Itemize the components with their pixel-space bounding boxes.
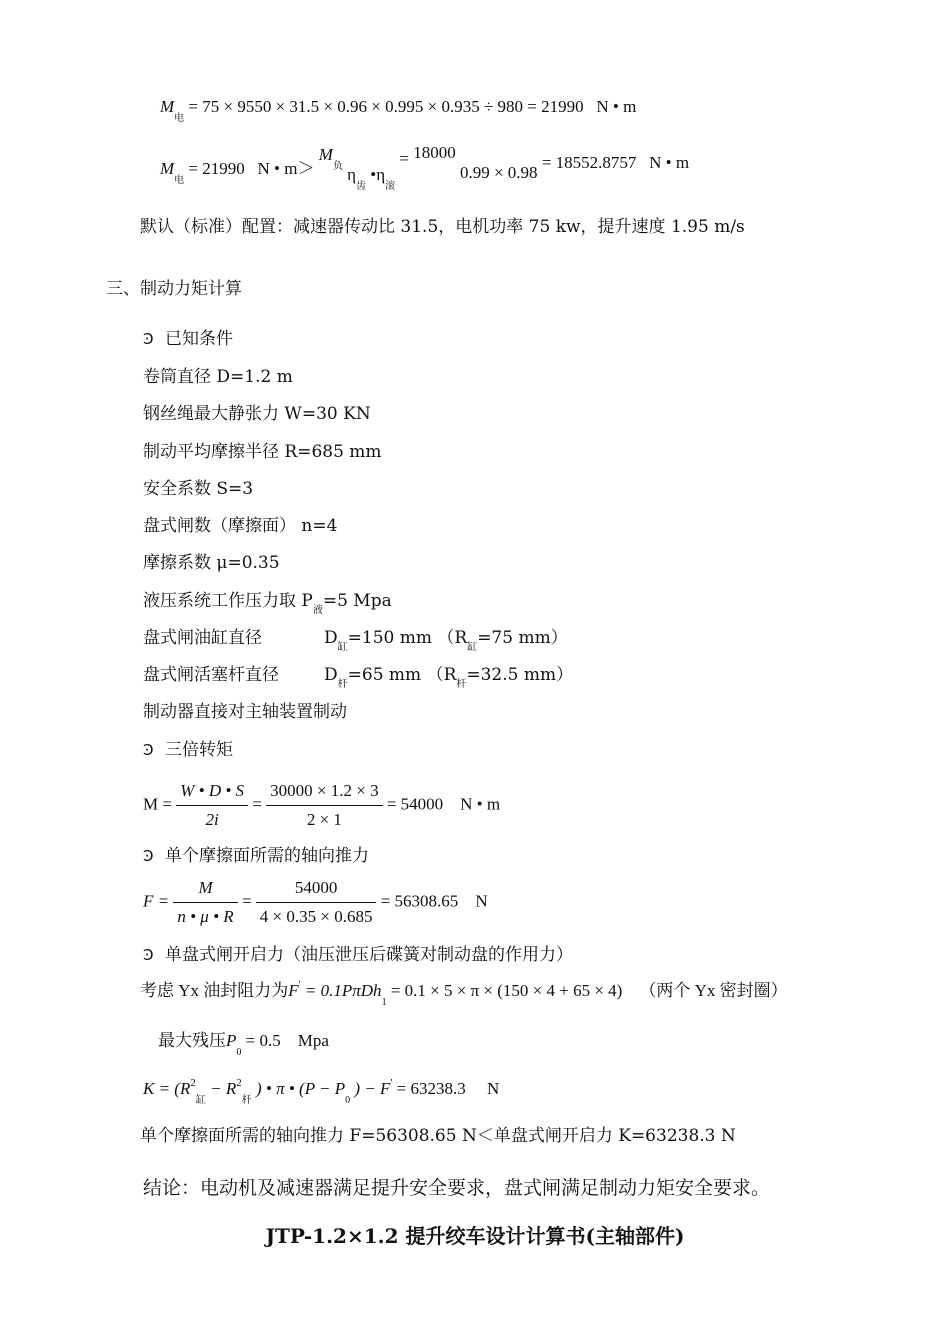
known-safety-factor: 安全系数 S=3: [143, 479, 254, 499]
triple-torque-heading: Ͽ 三倍转矩: [143, 740, 233, 760]
motor-torque-equation: [160, 96, 637, 124]
lhs-value: = 21990: [188, 159, 245, 178]
equation-rhs: = 75 × 9550 × 31.5 × 0.96 × 0.995 × 0.935 ÷ 980 = 21990: [188, 97, 584, 116]
subscript-chi: 齿: [356, 181, 367, 192]
triple-torque-equation: M = $\frac{W • D • S}{2i}$ = $\frac{30000 \times 1.2 \times 3}{2 \times 1}$ = 54000 N • m: [143, 781, 501, 829]
bullet-icon: Ͽ: [143, 946, 154, 964]
eta-symbol-2: η: [376, 165, 386, 184]
known-direct-braking: 制动器直接对主轴装置制动: [143, 702, 347, 722]
dot: •: [370, 165, 377, 184]
known-hydraulic-pressure: 液压系统工作压力取 $P_液=5$ Mpa: [143, 591, 392, 616]
subscript-gun: 滚: [385, 181, 396, 192]
axial-thrust-heading: Ͽ 单个摩擦面所需的轴向推力: [143, 846, 369, 866]
fraction-symbolic: $\frac{W • D • S}{2i}$: [176, 780, 248, 831]
opening-force-heading: Ͽ 单盘式闸开启力（油压泄压后碟簧对制动盘的作用力）: [143, 945, 573, 965]
conclusion-text: 结论：电动机及减速器满足提升安全要求，盘式闸满足制动力矩安全要求。: [143, 1177, 771, 1199]
lhs: M =: [143, 794, 172, 814]
M-load-symbol: M: [318, 145, 333, 164]
unit-1: N • m: [257, 159, 298, 178]
M-symbol: M: [160, 159, 175, 178]
unit-2: N • m: [649, 153, 690, 172]
numerator: 18000: [413, 143, 456, 162]
result: = 18552.8757: [541, 153, 637, 172]
known-cylinder-diameter: 盘式闸油缸直径 $D_缸=150$ mm （$R_缸=75$ mm）: [143, 628, 568, 653]
eta-symbol: η: [347, 165, 357, 184]
known-drum-diameter: 卷筒直径 D=1.2 m: [143, 367, 293, 387]
seal-resistance-line: 考虑 Yx 油封阻力为F' = 0.1PπDh$_1$ = 0.1 × 5 × π × (150 × 4 + 65 × 4) （两个 Yx 密封圈）: [140, 979, 788, 1008]
denominator: 0.99 × 0.98: [459, 163, 538, 182]
known-rod-diameter: 盘式闸活塞杆直径 $D_杆=65$ mm （$R_杆=32.5$ mm）: [143, 665, 574, 690]
unit: N • m: [460, 794, 501, 814]
known-rope-tension: 钢丝绳最大静张力 W=30 KN: [143, 404, 371, 424]
section-heading: 三、制动力矩计算: [106, 279, 242, 299]
result: = 56308.65: [380, 891, 459, 911]
bullet-icon: Ͽ: [143, 741, 154, 759]
bullet-icon: Ͽ: [143, 330, 154, 348]
known-friction-radius: 制动平均摩擦半径 R=685 mm: [143, 442, 382, 462]
opening-force-equation: $K = (R^2_缸 - R^2_杆$ ) • π • ($P - P_0$ ) − F' = 63238.3 N: [143, 1077, 500, 1106]
torque-comparison-equation: [160, 143, 690, 192]
unit: N • m: [596, 97, 637, 116]
equals: =: [399, 149, 409, 168]
known-conditions-heading: Ͽ 已知条件: [143, 329, 233, 349]
subscript-dian: 电: [174, 175, 185, 186]
M-symbol: M: [160, 97, 175, 116]
fraction-numeric: $\frac{54000}{4 \times 0.35 \times 0.685}$: [256, 877, 377, 928]
bullet-icon: Ͽ: [143, 847, 154, 865]
default-config-text: 默认（标准）配置：减速器传动比 31.5，电机功率 75 kw，提升速度 1.95 m/s: [140, 217, 745, 237]
subscript-fu: 负: [332, 161, 343, 172]
subscript-dian: 电: [174, 113, 185, 124]
known-friction-coefficient: 摩擦系数 μ=0.35: [143, 553, 280, 573]
document-title: JTP-1.2×1.2 提升绞车设计计算书(主轴部件): [265, 1224, 685, 1248]
unit: N: [475, 891, 488, 911]
comparison-text: 单个摩擦面所需的轴向推力 F=56308.65 N＜单盘式闸开启力 K=63238.3 N: [140, 1126, 736, 1146]
lhs: F =: [143, 891, 170, 911]
axial-thrust-equation: F = $\frac{M}{n • \mu • R}$ = $\frac{54000}{4 \times 0.35 \times 0.685}$ = 56308.65 N: [143, 878, 488, 926]
known-brake-count: 盘式闸数（摩擦面） n=4: [143, 516, 338, 536]
fraction-numeric: $\frac{30000 \times 1.2 \times 3}{2 \times 1}$: [266, 780, 382, 831]
result: = 54000: [386, 794, 444, 814]
greater-than: ＞: [297, 159, 315, 178]
fraction-symbolic: $\frac{M}{n • \mu • R}$: [173, 877, 237, 928]
residual-pressure-line: 最大残压$P_0 = 0.5$ Mpa: [158, 1031, 329, 1058]
